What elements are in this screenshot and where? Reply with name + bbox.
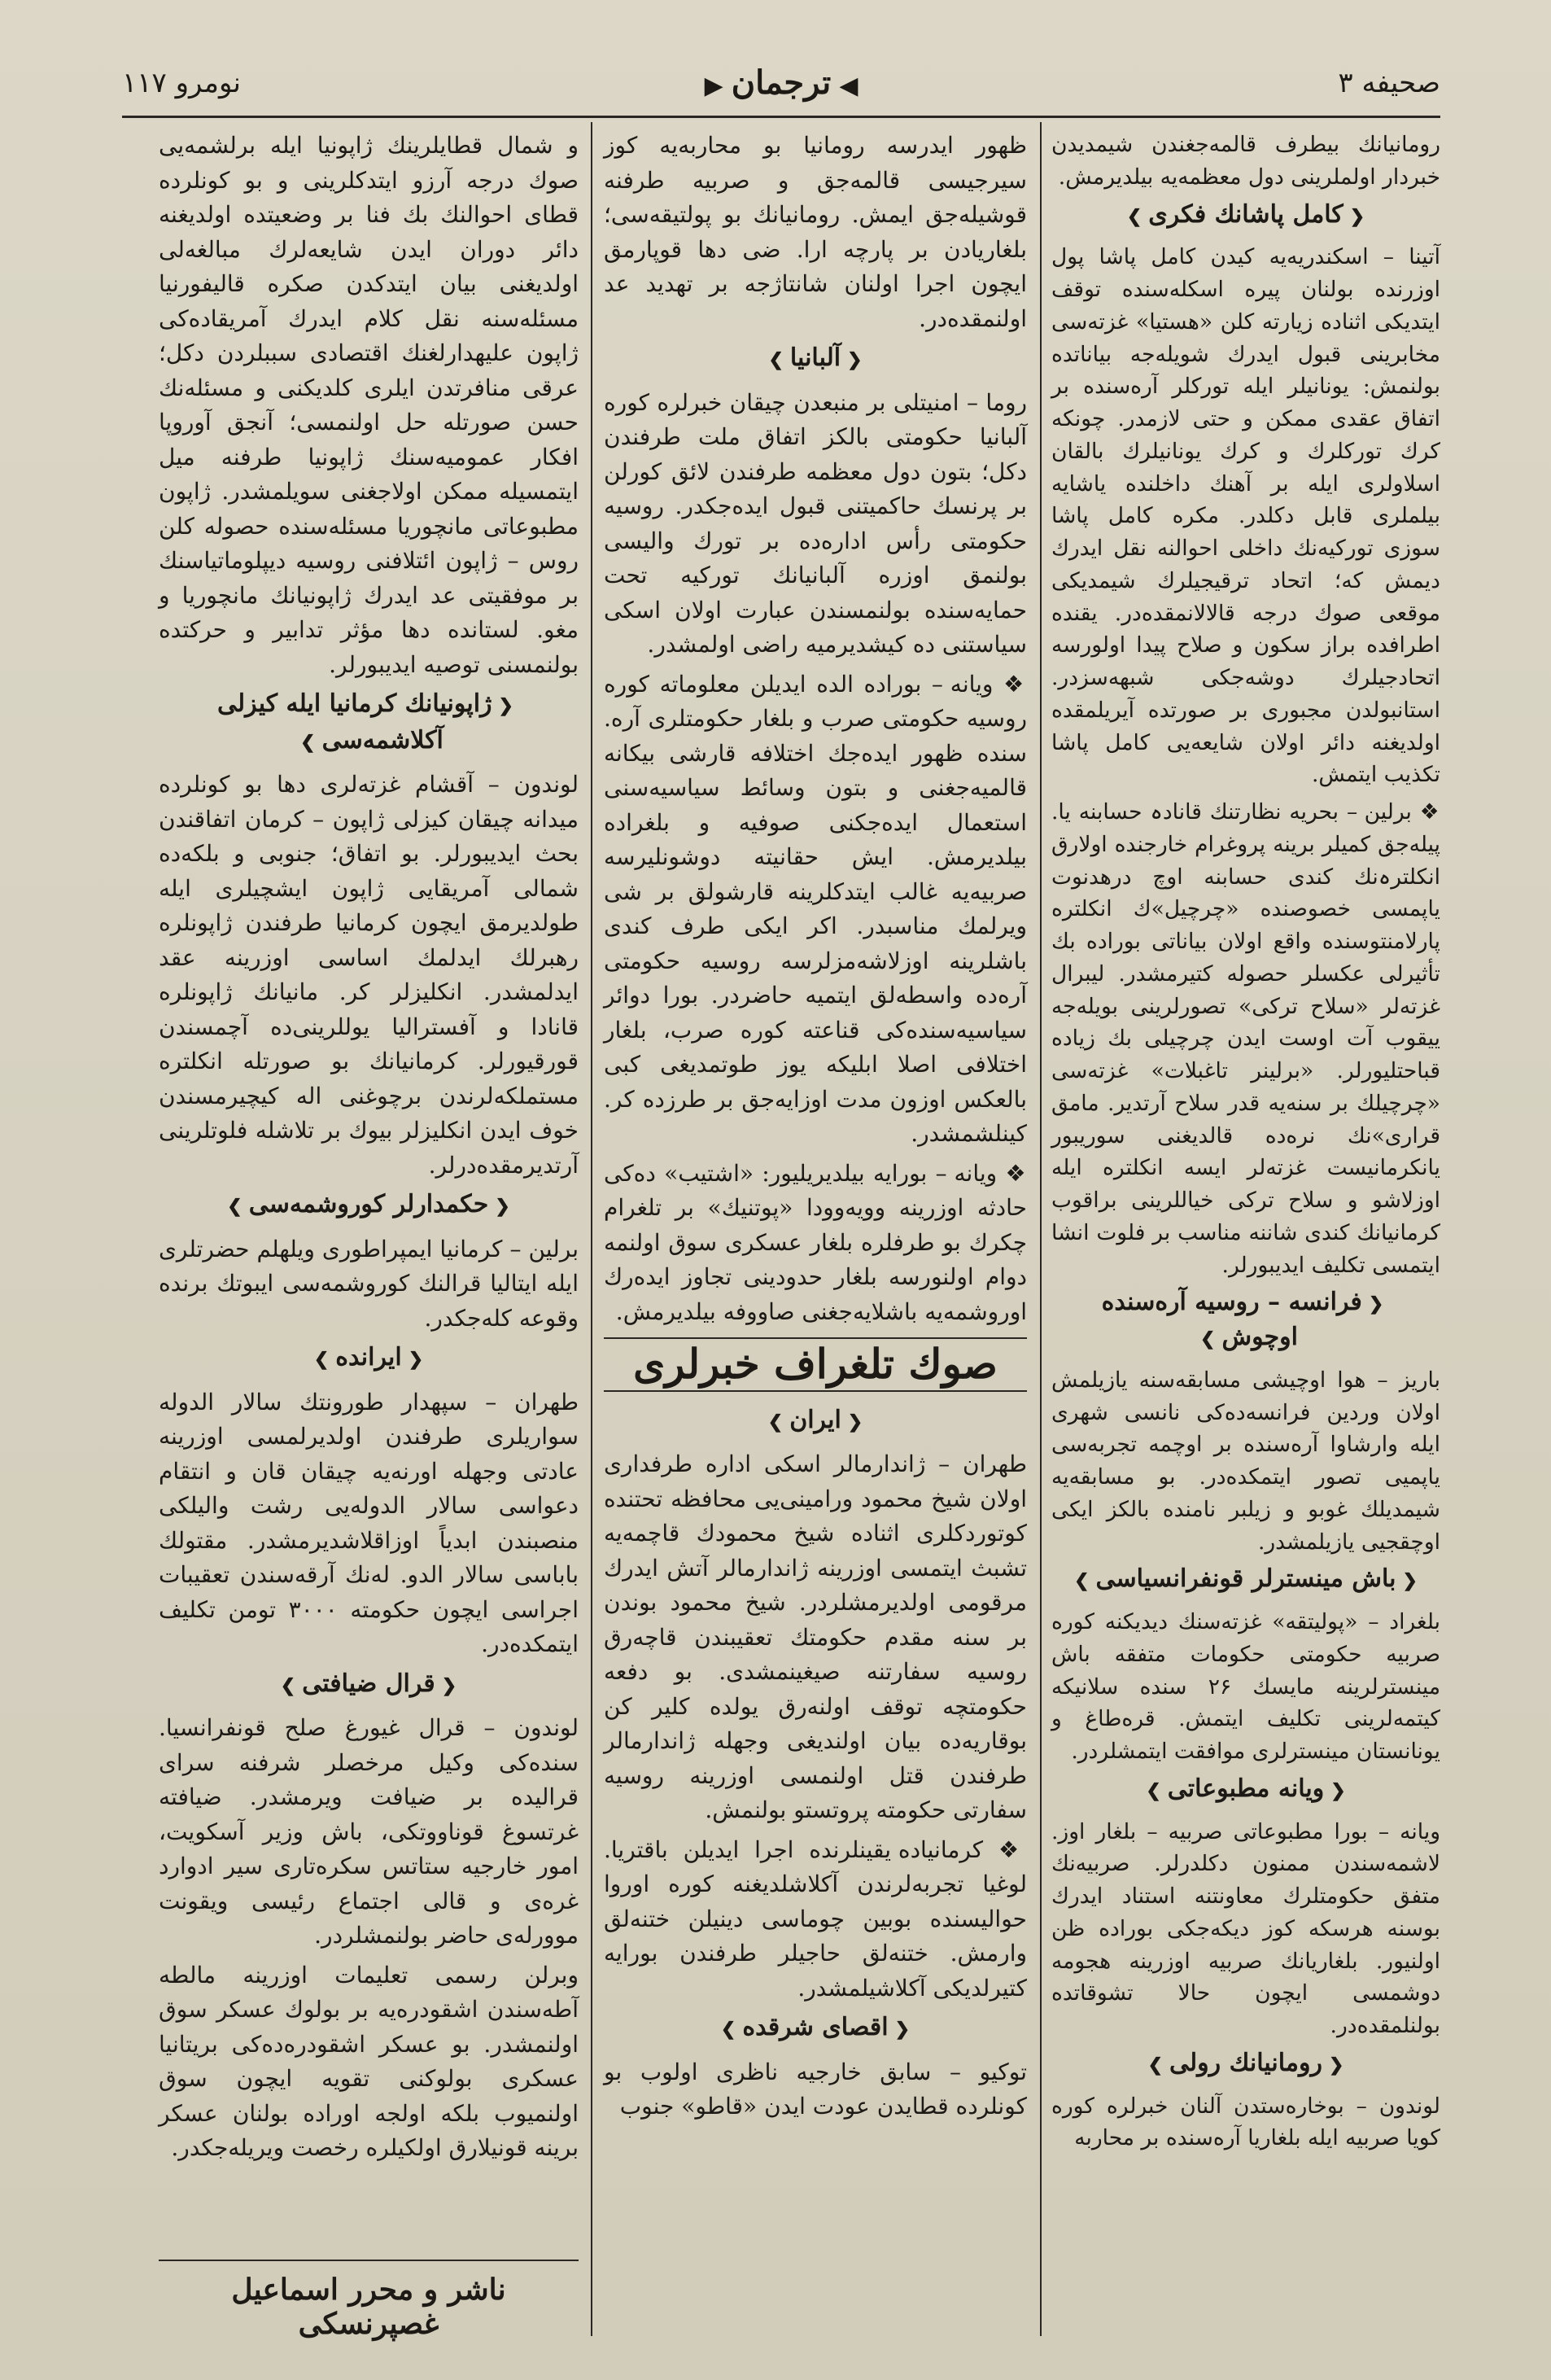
ornament-icon: ❮ (894, 2019, 911, 2040)
article-text: لوندون – بوخاره‌ستدن آلنان خبرلره کوره کویا صربیه ایله بلغاریا آره‌سنده بر محاربه (1051, 2093, 1440, 2151)
page-number: صحیفه ۳ (1338, 67, 1440, 99)
heading-text: اقصای شرقده (742, 2013, 889, 2041)
ornament-icon: ❮ (441, 1674, 457, 1696)
article-body: ویانه – بوراده الده ایدیلن معلوماته کوره روسیه حکومتی صرب و بلغار حکومتلری آره. سنده ظهور ایده‌جك اختلافه قارشی بیکانه قالمیه‌جغنی و بتون وسائط سیاسیه‌سنی استعمال ایده‌جکنی صوفیه و بلغراده بیلدیرمش. ایش حقانیته دوشونلیرسه صربیه‌یه غالب ایتدکلرینه قارشولق بر شی ویرلمك مناسبدر. اکر ایکی طرف کندی باشلرینه اوزلاشه‌مزلرسه روسیه حکومتی آره‌ده واسطه‌لق ایتمیه حاضردر. بورا دوائر سیاسیه‌سنده‌کی قناعته کوره صرب، بلغار اختلافی اصلا ابلیکه یوز طوتمدیغی کبی بالعکس اوزون مدت اوزایه‌جق بر طرزده کر. کینلشمشدر. (604, 670, 1027, 1147)
ornament-icon: ◀ (839, 72, 859, 100)
paper-name (697, 63, 867, 102)
ornament-icon: ❮ (847, 349, 863, 370)
article-text: توکیو – سابق خارجیه ناظری اولوب بو کونلرده قطایدن عودت ایدن «قاطو» جنوب (604, 2058, 1027, 2120)
article-heading (1051, 1563, 1440, 1598)
ornament-icon: ❮ (847, 1411, 863, 1433)
article-heading (1051, 1286, 1440, 1356)
article-heading (1051, 199, 1440, 234)
heading-text: قرال ضیافتی (302, 1669, 435, 1698)
article-text: ویانه – بورا مطبوعاتی صربیه – بلغار اوز. لاشمه‌سندن ممنون دکلدرلر. صربیه‌نك متفق حکومتلرك معاونتنه استناد ایدرك بوسنه هرسکه کوز دیکه‌جکی بوراده ظن اولنیور. بلغاریانك صربیه اوزرینه هجومه دوشمسی ایچون حالا تشوقاتده بولنلمقده‌در. (1051, 1818, 1440, 2038)
article-text (604, 1833, 1027, 2006)
ornament-icon: ❮ (1368, 1293, 1384, 1315)
column-left (159, 129, 579, 2171)
ornament-icon: ❯ (227, 1196, 242, 1217)
article-text: طهران – سپهدار طورونتك سالار الدوله سواریلری طرفندن اولدیرلمسی اوزرینه عادتی وجهله اورنه‌یه چیقان قان و انتقام دعواسی سالار الدوله‌یی رشت والیلکی منصبندن ابدیاً اوزاقلاشدیرمشدر. مقتولك باباسی سالار الدو. له‌نك آرقه‌سندن تعقیبات اجراسی ایچون حکومته ۳۰۰۰ تومن تکلیف ایتمکده‌در. (159, 1388, 579, 1657)
article-body: کرمانیاده یقینلرنده اجرا ایدیلن باقتریا. لوغیا تجربه‌لرندن آکلاشلدیغنه کوره اوروا حوالیسنده بوبین چوماسی دینیلن ختنه‌لق وارمش. ختنه‌لق حاجیلر طرفندن بورایه کتیرلدیکی آکلاشیلمشدر. (604, 1835, 1027, 2002)
article-heading (159, 687, 579, 759)
heading-text: آلبانیا (789, 343, 841, 372)
heading-text: کامل پاشانك فکری (1148, 199, 1343, 229)
ornament-icon: ❯ (1074, 1570, 1090, 1592)
ornament-icon: ❯ (280, 1674, 296, 1696)
heading-text: باش مینسترلر قونفرانسیاسی (1095, 1564, 1396, 1594)
column-divider (591, 122, 592, 2336)
ornament-icon: ❮ (495, 1196, 510, 1217)
article-heading (604, 341, 1027, 378)
article-body: برلین – بحریه نظارتنك قانادہ حسابنه یا. پیله‌جق کمیلر برینه پروغرام خارجنده اولارق انکلترہ‌نك کندی حسابنه اوچ درهدنوت یاپمسی خصوصنده «چرچیل»ك انکلتره پارلامنتوسنده واقع اولان بیاناتی بوراده بك تأثیرلی عکسلر حصوله کتیرمشدر. لیبرال غزته‌لر «سلاح ترکی» تصورلرینی بویله‌جه ییقوب آت اوست ایدن چرچیلی بك زیاده قباحتلیورلر. «برلینر تاغبلات» غزته‌سی «چرچیلك بر سنه‌یه قدر سلاح آرتدیر. مامق قراری»نك نره‌ده قالدیغنی سوریبور یانکرمانیست غزته‌لر ایسه انکلتره ایله اوزلاشو و سلاح ترکی خیاللرینی براقوب کرمانیانك کندی شاننه مناسب بر فلوت انشا ایتمسی تکلیف ایدیبورلر. (1051, 799, 1440, 1278)
masthead-rule (122, 116, 1440, 118)
article-heading (159, 1188, 579, 1224)
ornament-icon: ❮ (408, 1349, 424, 1370)
article-text: وبرلن رسمی تعلیمات اوزرینه مالطه آطه‌سندن اشقودره‌یه بر بولوك عسکر سوق اولنمشدر. بو عسکر اشقودره‌ده‌کی بریتانیا عسکری بولوکنی تقویه ایچون سوق اولنمیوب بلکه اولجه اوراده بولنان عسکر برینه قونیلارق اولکیلره رخصت ویریله‌جکدر. (159, 1961, 579, 2161)
article-text: لوندون – آقشام غزته‌لری دها بو کونلرده میدانه چیقان کیزلی ژاپون – کرمان اتفاقندن بحث ایدیبورلر. بو اتفاق؛ جنوبی و بلکه‌ده شمالی آمریقایی ژاپون ایشچیلری ایله طولدیرمق ایچون کرمانیا طرفندن ژاپونلره رهبرلك ایدلمك اساسی اوزرینه عقد ایدلمشدر. انکلیزلر کر. مانیانك ژاپونلره قانادا و آفستراليا یوللرینی‌ده آچمسندن قورقیورلر. کرمانیانك بو صورتله انکلتره مستملکه‌لرندن برچوغنی اله کیچیرمسندن خوف ایدن انکلیزلر بیوك بر تلاشله فلوتلرینی آرتدیرمقده‌درلر. (159, 771, 579, 1179)
article-heading (604, 1403, 1027, 1440)
ornament-icon: ❯ (313, 1349, 330, 1370)
ornament-icon: ❖ (993, 670, 1027, 698)
masthead (122, 57, 1440, 114)
column-divider (1040, 122, 1042, 2336)
article-body: ویانه – بورایه بیلدیریلیور: «اشتیب» ده‌کی حادثه اوزرینه وویه‌وودا «پوتنیك» بر تلغرام چکرك بو طرفلره بلغار عسکری سوق اولنمه دوام اولنورسه بلغار حدودینی تجاوز ایده‌رك اوروشمه‌یه باشلایه‌جغنی صاووفه بیلدیرمش. (604, 1159, 1027, 1325)
article-text: ظهور ایدرسه رومانیا بو محاربه‌یه کوز سیرجیسی قالمه‌جق و صربیه طرفنه قوشیله‌جق ایمش. رومانیانك بو پولتیقه‌سی؛ بلغاریادن بر پارچه ارا. ضی دها قوپارمق ایچون اجرا اولنان شانتاژجه بر تهدید عد اولنمقده‌در. (604, 132, 1027, 332)
column-right (1051, 129, 1440, 2159)
article-text: برلین – کرمانیا ایمپراطوری ویلهلم حضرتلری ایله ایتالیا قرالنك کوروشمه‌سی ایبوتك برنده وقوعه کله‌جکدر. (159, 1235, 579, 1332)
article-text: بلغراد – «پولیتقه» غزته‌سنك دیدیکنه کوره صربیه حکومتی حکومات متفقه باش مینسترلرینه مایسك ۲۶ سنده سلانیکه کیتمه‌لرینی تکلیف ایتمش. قره‌طاغ و یونانستان مینسترلری موافقت ایتمشلردر. (1051, 1609, 1441, 1764)
ornament-icon: ❮ (1328, 2054, 1344, 2076)
heading-text: حکمدارلر کوروشمه‌سی (248, 1190, 489, 1218)
ornament-icon: ❮ (1349, 205, 1365, 227)
heading-text: فرانسه – روسیه آره‌سنده اوچوش (1101, 1288, 1362, 1351)
article-text (604, 1157, 1027, 1330)
ornament-icon: ❯ (1147, 2054, 1164, 2076)
ornament-icon: ❖ (1411, 799, 1440, 825)
ornament-icon: ❮ (498, 695, 513, 716)
footer-rule (159, 2260, 579, 2261)
heading-text: ویانه مطبوعاتی (1167, 1774, 1325, 1803)
heading-text: ایران (789, 1405, 841, 1434)
ornament-icon: ❯ (767, 1411, 784, 1433)
article-heading (1051, 1773, 1440, 1808)
section-headline: صوك تلغراف خبرلری (604, 1337, 1027, 1392)
article-text: روما – امنیتلی بر منبعدن چیقان خبرلره کوره آلبانیا حکومتی بالکز اتفاق ملت طرفندن دکل؛ بتون دول معظمه طرفندن لائق کورلن بر پرنسك حاکمیتنی قبول ایده‌جکدر. روسیه حکومتی رأس اداره‌ده بر تورك والیسی بولنمق اوزره آلبانیانك تورکیه تحت حمایه‌سنده بولنمسندن عبارت اولان اسکی سیاستنی ده کیشدیرمیه راضی اولمشدر. (604, 388, 1027, 658)
ornament-icon: ❯ (300, 731, 316, 753)
ornament-icon: ❯ (1200, 1328, 1216, 1350)
ornament-icon: ❯ (1146, 1779, 1161, 1801)
article-heading (159, 1667, 579, 1704)
article-text: رومانیانك بیطرف قالمه‌جغندن شیمدیدن خبردار اولملرینی دول معظمه‌یه بیلدیرمش. (1051, 132, 1440, 190)
article-text: آتینا – اسکندریه‌یه کیدن کامل پاشا پول اوزرنده بولنان پیره اسکله‌سنده توقف ایتدیکی اثناده زیارته کلن «هستیا» غزته‌سی مخابرینی قبول ایدرك شویله‌جه بیاناتده بولنمش: یونانیلر ایله تورکلر آره‌سنده بر اتفاق عقدی ممکن و حتی لازمدر. چونکه کرك تورکلرك و کرك یونانیلرك بالقان اسلاولری ایله بر آهنك داخلنده یاشایه بیلملری قابل دکلدر. مکره کامل پاشا سوزی تورکیه‌نك داخلی احوالنه نقل ایدرك دیمش که؛ اتحاد ترقیجیلرك شیمدیکی موقعی صوك درجه قالالانمقده‌در. یقنده اطرافده براز سکون و صلاح پیدا اولورسه اتحادجیلرك دوشه‌جکی شبهه‌سزدر. استانبولدن مجبوری بر صورتده آیریلمقده اولدیغنه دائر اولان شایعه‌یی کامل پاشا تکذیب ایتمش. (1051, 244, 1440, 788)
article-text: و شمال قطایلرینك ژاپونیا ایله برلشمه‌یی صوك درجه آرزو ایتدکلرینی و بو کونلرده قطای احوالنك بك فنا بر وضعیتده اولدیغنه دائر دوران ایدن شایعه‌لرك مبالغه‌لی اولدیغنی بیان ایتدکدن صکره قالیفورنیا مسئله‌سنه نقل کلام ایدرك آمریقاده‌کی ژاپون علیهدارلغنك اقتصادی سببلردن دکل؛ عرقی منافرتدن ایلری کلدیکنی و مسئله‌نك حسن صورتله حل اولنمسی؛ آنجق آوروپا افکار عمومیه‌سنك ژاپونیا طرفنه میل ایتمسیله ممکن اولاجغنی سویلمشدر. ژاپون مطبوعاتی مانچوریا مسئله‌سنده حصوله کلن روس – ژاپون ائتلافنی روسیه دیپلوماتیاسنك بر موفقیتی عد ایدرك ژاپونیانك مانچوریا و مغو. لستانده دها مؤثر تدابیر و حرکتده بولنمسنی توصیه ایدیبورلر. (159, 132, 579, 678)
article-text: باریز – هوا اوچیشی مسابقه‌سنه یازیلمش اولان وردین فرانسه‌ده‌کی نانسی شهری ایله وارشاوا آره‌سنده بر اوچمه تجربه‌سی یاپمیی تصور ایتمکده‌در. بو مسابقه‌یه شیمدیلك غوبو و زیلبر نامنده بالکز ایکی اوچقجیی یازیلمشدر. (1051, 1367, 1440, 1555)
ornament-icon: ❯ (720, 2019, 736, 2040)
ornament-icon: ❮ (1402, 1570, 1418, 1592)
paper-title: ترجمان (731, 63, 832, 102)
article-heading (1051, 2047, 1440, 2082)
ornament-icon: ❖ (997, 1159, 1027, 1187)
ornament-icon: ❖ (983, 1835, 1027, 1863)
heading-text: ایرانده (335, 1343, 402, 1372)
article-text: لوندون – قرال غیورغ صلح قونفرانسیا. سنده‌کی وکیل مرخصلر شرفنه سرای قرالیده بر ضیافت ویرمشدر. ضیافته غرتسوغ قوناووتکی، باش وزیر آسکویت، امور خارجیه ستاتس سکره‌تاری سیر ادوارد غره‌ی و قالی اجتماع رئیسی ویقونت موورله‌ی حاضر بولنمشلردر. (159, 1714, 579, 1949)
article-text (604, 667, 1027, 1152)
heading-text: رومانیانك رولی (1169, 2048, 1322, 2077)
article-text: طهران – ژاندارمالر اسکی اداره طرفداری اولان شیخ محمود ورامینی‌یی محافظه تحتنده کوتوردکلری اثناده شیخ محمودك قاچمه‌یه تشبث ایتمسی اوزرینه ژاندارمالر آتش ایدرك مرقومی اولدیرمشلردر. شیخ محمود بوندن بر سنه مقدم حکومتك تعقیبندن قاچه‌رق روسیه سفارتنه صیغینمشدی. بو دفعه حکومتچه توقف اولنه‌رق یولده کلیر کن بوقاریه‌ده بیان اولندیغی وجهله ژاندارمالر طرفندن قتل اولنمسی اوزرینه روسیه سفارتی حکومته پروتستو بولنمش. (604, 1450, 1027, 1823)
ornament-icon: ▶ (704, 72, 723, 100)
ornament-icon: ❯ (1126, 205, 1142, 227)
ornament-icon: ❮ (1330, 1779, 1346, 1801)
article-heading (604, 2010, 1027, 2047)
publisher-line: ناشر و محرر اسماعیل غصپرنسکی (231, 2273, 506, 2341)
ornament-icon: ❯ (768, 349, 784, 370)
article-text (1051, 796, 1440, 1281)
article-heading (159, 1341, 579, 1377)
heading-text: ژاپونیانك کرمانیا ایله کیزلی آکلاشمه‌سی (217, 689, 492, 755)
column-middle (604, 129, 1027, 2129)
issue-number: نومرو ۱۱۷ (122, 67, 242, 99)
